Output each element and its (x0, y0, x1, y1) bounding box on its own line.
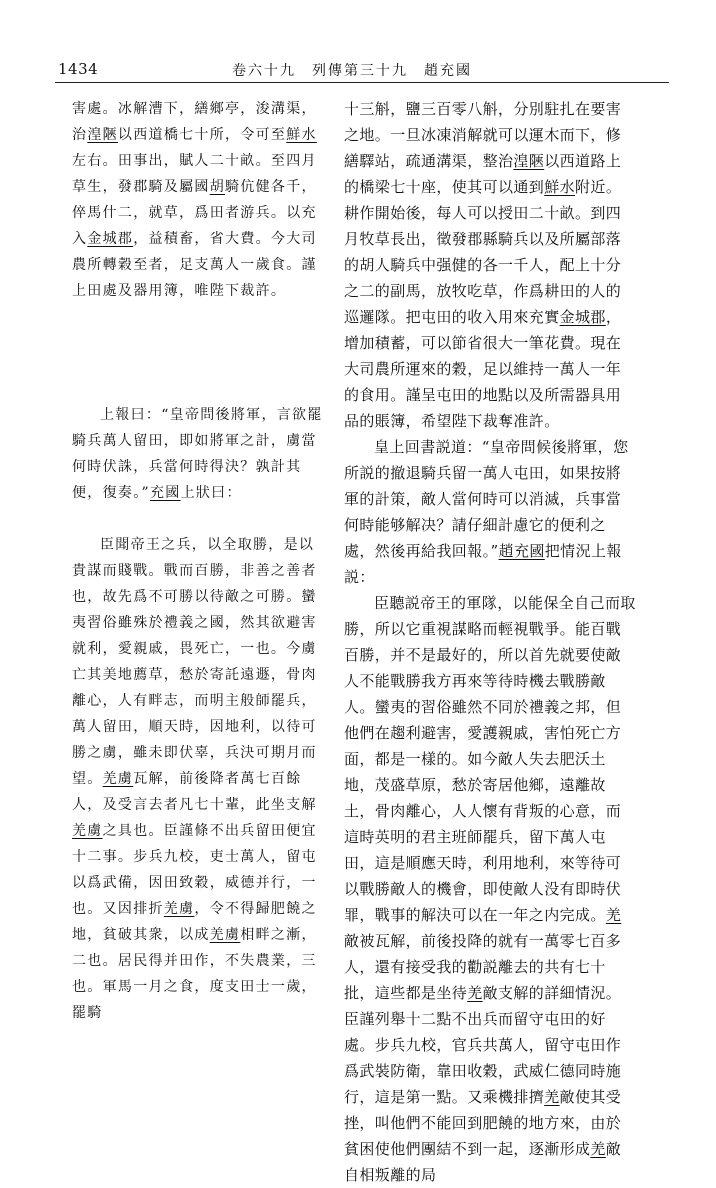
left-paragraph-1: 害處。冰解漕下，繕鄉亭，浚溝渠，治湟陿以西道橋七十所，令可至鮮水左右。田事出，賦人二十畝。至四月草生，發郡騎及屬國胡騎伉健各千，倅馬什二，就草，爲田者游兵。以充入金城郡，益積畜，省大費。今大司農所轉穀至者，足支萬人一歲食。謹上田處及器用簿，唯陛下裁許。 (72, 101, 317, 299)
left-paragraph-2: 上報曰：“皇帝問後將軍，言欲罷騎兵萬人留田，即如將軍之計，虜當何時伏誅，兵當何時得決？孰計其便，復奏。”充國上狀曰： (72, 407, 323, 501)
people-name: 羌虜 (163, 901, 195, 917)
place-name: 湟陿 (513, 152, 545, 170)
people-name: 羌虜 (102, 771, 134, 787)
people-name: 羌 (605, 906, 622, 924)
place-name: 湟陿 (87, 127, 118, 143)
place-name: 金城郡 (559, 308, 606, 326)
people-name: 胡 (209, 179, 226, 195)
right-paragraph-2: 皇上回書説道：“皇帝問候後將軍，您所説的撤退騎兵留一萬人屯田，如果按將軍的計策，敵人當何時可以消滅，兵事當何時能够解决？請仔細計慮它的便利之處，然後再給我回報。”趙充國把情況上報説： (344, 438, 629, 586)
place-name: 鮮水 (286, 127, 317, 143)
right-column-translation (344, 96, 636, 1188)
left-column-original-text (72, 96, 324, 1026)
place-name: 金城郡 (87, 231, 134, 247)
people-name: 羌虜 (72, 823, 103, 839)
people-name: 羌 (544, 1088, 560, 1106)
running-header (0, 60, 716, 82)
running-title: 卷六十九 列傳第三十九 趙充國 (232, 63, 472, 79)
person-name: 充國 (149, 485, 181, 501)
people-name: 羌虜 (209, 927, 241, 943)
right-paragraph-3: 臣聽説帝王的軍隊，以能保全自己而取勝，所以它重視謀略而輕視戰爭。能百戰百勝，并不是最好的，所以首先就要使敵人不能戰勝我方再來等待時機去戰勝敵人。蠻夷的習俗雖然不同於禮義之邦，但他們在趨利避害，愛護親戚，害怕死亡方面，都是一樣的。如今敵人失去肥沃土地，茂盛草原，愁於寄居他鄉，遠離故土，骨肉離心，人人懷有背叛的心意，而這時英明的君主班師罷兵，留下萬人屯田，這是順應天時，利用地利，來等待可以戰勝敵人的機會，即使敵人没有即時伏罪，戰事的解決可以在一年之内完成。羌敵被瓦解，前後投降的就有一萬零七百多人，還有接受我的勸説離去的共有七十批，這些都是坐待羌敵支解的詳細情況。臣謹列舉十二點不出兵而留守屯田的好處。步兵九校，官兵共萬人，留守屯田作爲武裝防衛，靠田收穀，武威仁德同時施行，這是第一點。又乘機排擠羌敵使其受挫，叫他們不能回到肥饒的地方來，由於貧困使他們團結不到一起，逐漸形成羌敵自相叛離的局 (344, 594, 636, 1184)
place-name: 鮮水 (544, 178, 576, 196)
people-name: 羌 (590, 1140, 606, 1158)
person-name: 趙充國 (498, 542, 545, 560)
right-paragraph-1: 十三斛，鹽三百零八斛，分別駐扎在要害之地。一旦冰凍消解就可以運木而下，修繕驛站，疏通溝渠，整治湟陿以西道路上的橋梁七十座，使其可以通到鮮水附近。耕作開始後，每人可以授田二十畝。到四月牧草長出，徵發郡縣騎兵以及所屬部落的胡人騎兵中强健的各一千人，配上十分之二的副馬，放牧吃草，作爲耕田的人的巡邏隊。把屯田的收入用來充實金城郡，增加積蓄，可以節省很大一筆花費。現在大司農所運來的穀，足以維持一萬人一年的食用。謹呈屯田的地點以及所需器具用品的賬簿，希望陛下裁奪准許。 (344, 100, 622, 430)
header-rule (55, 82, 669, 83)
left-paragraph-3: 臣聞帝王之兵，以全取勝，是以貴謀而賤戰。戰而百勝，非善之善者也，故先爲不可勝以待敵之可勝。蠻夷習俗雖殊於禮義之國，然其欲避害就利，愛親戚，畏死亡，一也。今虜亡其美地薦草，愁於寄託遠遯，骨肉離心，人有畔志，而明主般師罷兵，萬人留田，順天時，因地利，以待可勝之虜，雖未即伏辜，兵決可期月而望。羌虜瓦解，前後降者萬七百餘人，及受言去者凡七十輩，此坐支解羌虜之具也。臣謹條不出兵留田便宜十二事。步兵九校，吏士萬人，留屯以爲武備，因田致穀，威德并行，一也。又因排折羌虜，令不得歸肥饒之地，貧破其衆，以成羌虜相畔之漸，二也。居民得并田作，不失農業，三也。軍馬一月之食，度支田士一歲，罷騎 (72, 537, 317, 1021)
page-number: 1434 (58, 60, 99, 78)
people-name: 羌 (467, 984, 483, 1002)
